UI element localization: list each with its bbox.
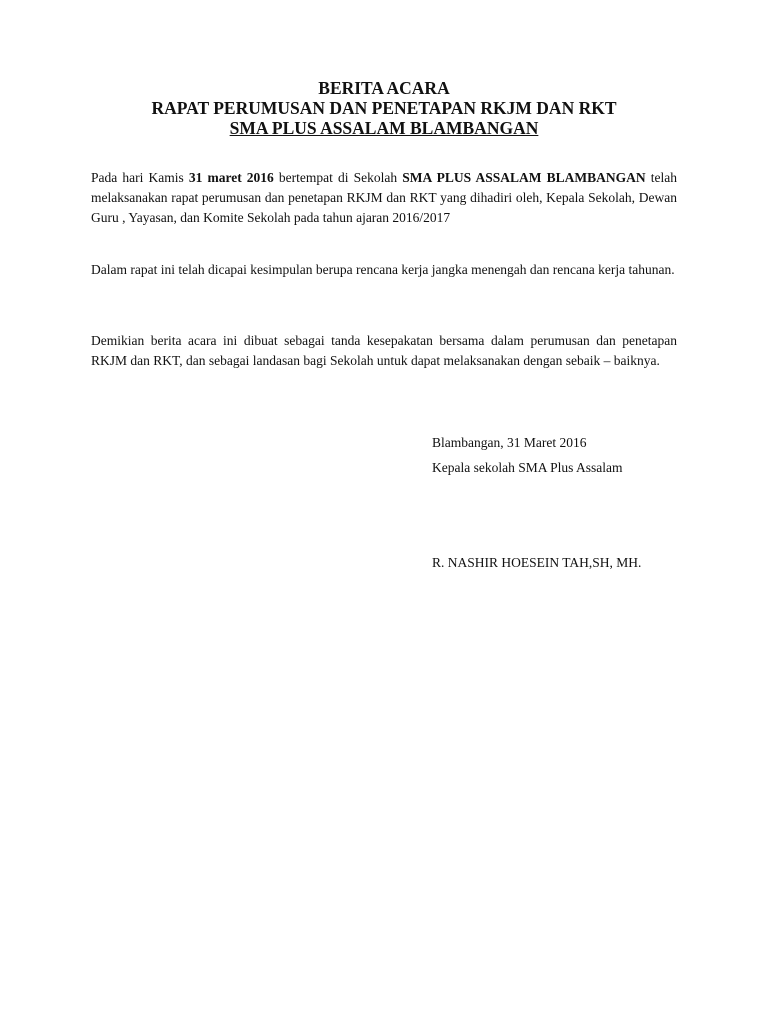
paragraph-conclusion: Dalam rapat ini telah dicapai kesimpulan berupa rencana kerja jangka menengah dan rencana kerja tahunan.	[91, 262, 675, 277]
opening-text-2: bertempat di Sekolah	[273, 170, 403, 185]
meeting-date: 31 maret 2016	[188, 170, 274, 185]
paragraph-closing: Demikian berita acara ini dibuat sebagai tanda kesepakatan bersama dalam perumusan dan penetapan RKJM dan RKT, dan sebagai landasan bagi Sekolah untuk dapat melaksanakan dengan sebaik – baiknya.	[91, 333, 677, 368]
title-line-rapat: RAPAT PERUMUSAN DAN PENETAPAN RKJM DAN RKT	[151, 98, 617, 118]
document-title	[0, 78, 768, 138]
signature-name: R. NASHIR HOESEIN TAH,SH, MH.	[432, 555, 642, 570]
opening-text-1: Pada hari Kamis	[91, 170, 189, 185]
title-line-school: SMA PLUS ASSALAM BLAMBANGAN	[229, 118, 539, 138]
signature-position: Kepala sekolah SMA Plus Assalam	[432, 460, 623, 475]
signature-place-date: Blambangan, 31 Maret 2016	[432, 435, 587, 450]
school-name: SMA PLUS ASSALAM BLAMBANGAN	[402, 170, 646, 185]
title-line-berita-acara: BERITA ACARA	[318, 78, 450, 98]
opening-text-3: telah melaksanakan rapat perumusan dan penetapan RKJM dan RKT yang dihadiri oleh, Kepala Sekolah, Dewan Guru , Yayasan, dan Komite Sekolah pada tahun ajaran 2016/2017	[91, 170, 678, 225]
paragraph-opening	[91, 168, 677, 228]
